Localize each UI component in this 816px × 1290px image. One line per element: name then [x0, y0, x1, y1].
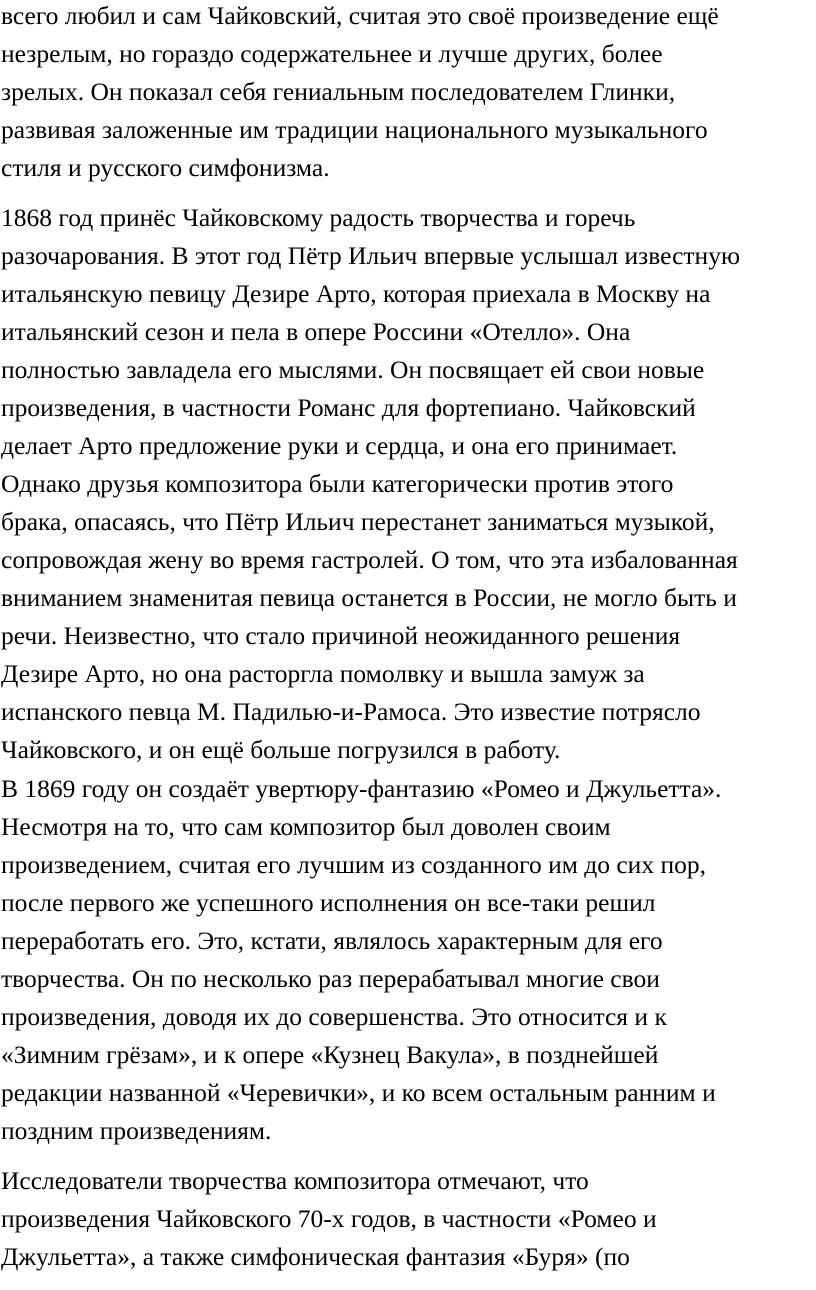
paragraph-3 [1, 770, 721, 1150]
text-line: произведения, в частности Романс для фортепиано. Чайковский [1, 393, 696, 422]
paragraph-2 [1, 199, 740, 769]
text-line: зрелых. Он показал себя гениальным последователем Глинки, [1, 77, 676, 106]
text-line: незрелым, но гораздо содержательнее и лучше других, более [1, 39, 663, 68]
text-line: редакции названной «Черевички», и ко всем остальным ранним и [1, 1078, 716, 1107]
text-line: Чайковского, и он ещё больше погрузился в работу. [1, 735, 561, 764]
text-line: речи. Неизвестно, что стало причиной неожиданного решения [1, 621, 681, 650]
text-line: Исследователи творчества композитора отмечают, что [1, 1166, 589, 1195]
text-line: всего любил и сам Чайковский, считая это своё произведение ещё [1, 1, 719, 30]
text-line: «Зимним грёзам», и к опере «Кузнец Вакула», в позднейшей [1, 1040, 659, 1069]
text-line: делает Арто предложение руки и сердца, и она его принимает. [1, 431, 678, 460]
text-line: брака, опасаясь, что Пётр Ильич перестанет заниматься музыкой, [1, 507, 715, 536]
text-line: Джульетта», а также симфоническая фантазия «Буря» (по [1, 1242, 630, 1271]
text-line: поздним произведениям. [1, 1116, 272, 1145]
text-line: Однако друзья композитора были категорически против этого [1, 469, 674, 498]
text-line: полностью завладела его мыслями. Он посвящает ей свои новые [1, 355, 705, 384]
text-line: произведением, считая его лучшим из созданного им до сих пор, [1, 850, 706, 879]
text-line: после первого же успешного исполнения он все-таки решил [1, 888, 656, 917]
text-line: Несмотря на то, что сам композитор был доволен своим [1, 812, 611, 841]
text-line: сопровождая жену во время гастролей. О том, что эта избалованная [1, 545, 738, 574]
paragraph-4 [1, 1162, 657, 1276]
text-line: испанского певца М. Падилью-и-Рамоса. Это известие потрясло [1, 697, 701, 726]
text-line: итальянскую певицу Дезире Арто, которая приехала в Москву на [1, 279, 711, 308]
text-line: Дезире Арто, но она расторгла помолвку и вышла замуж за [1, 659, 645, 688]
text-line: вниманием знаменитая певица останется в России, не могло быть и [1, 583, 737, 612]
text-line: итальянский сезон и пела в опере Россини «Отелло». Она [1, 317, 631, 346]
text-line: В 1869 году он создаёт увертюру-фантазию «Ромео и Джульетта». [1, 774, 722, 803]
text-line: стиля и русского симфонизма. [1, 153, 330, 182]
text-line: переработать его. Это, кстати, являлось характерным для его [1, 926, 663, 955]
text-line: произведения Чайковского 70-х годов, в частности «Ромео и [1, 1204, 657, 1233]
paragraph-1 [1, 0, 719, 187]
text-line: разочарования. В этот год Пётр Ильич впервые услышал известную [1, 241, 741, 270]
text-line: произведения, доводя их до совершенства. Это относится и к [1, 1002, 667, 1031]
text-line: 1868 год принёс Чайковскому радость творчества и горечь [1, 203, 636, 232]
text-line: развивая заложенные им традиции национального музыкального [1, 115, 708, 144]
text-line: творчества. Он по несколько раз перерабатывал многие свои [1, 964, 660, 993]
